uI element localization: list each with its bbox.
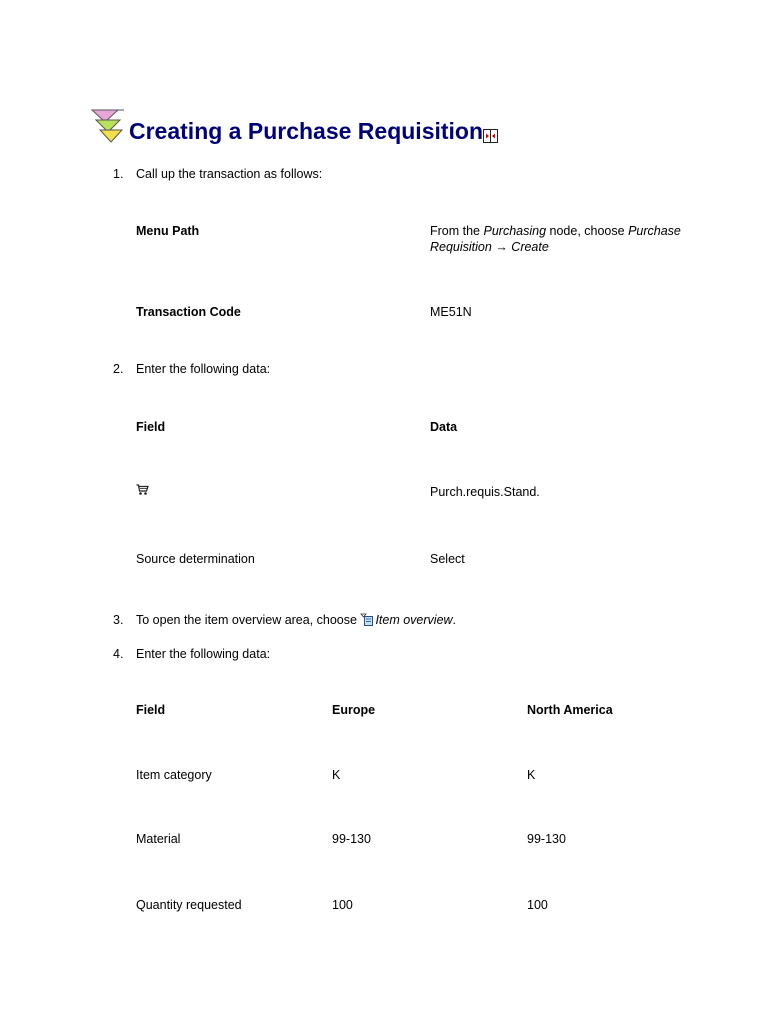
table-cell-north-america: 100 [527, 898, 548, 912]
step-number: 3. [113, 613, 124, 627]
step-text: To open the item overview area, choose Item overview. [136, 613, 457, 627]
source-determination-label: Source determination [136, 552, 255, 566]
step-number: 4. [113, 647, 124, 661]
table-cell-europe: 99-130 [332, 832, 371, 846]
table-cell-north-america: 99-130 [527, 832, 566, 846]
step-text: Enter the following data: [136, 362, 271, 376]
table-header-field: Field [136, 703, 166, 717]
step-text: Enter the following data: [136, 647, 271, 661]
item-overview-link[interactable]: Item overview [375, 613, 453, 627]
shopping-cart-icon [136, 484, 149, 496]
table-cell-europe: K [332, 768, 341, 782]
table-header-north-america: North America [527, 703, 613, 717]
doc-type-value: Purch.requis.Stand. [430, 485, 540, 499]
item-overview-icon[interactable] [360, 613, 375, 627]
expand-icon[interactable] [483, 129, 498, 143]
menu-path-label: Menu Path [136, 224, 200, 238]
source-determination-value: Select [430, 552, 465, 566]
table-header-field: Field [136, 420, 166, 434]
table-cell-field: Item category [136, 768, 212, 782]
step-number: 2. [113, 362, 124, 376]
menu-path-value: From the Purchasing node, choose Purchase Requisition → Create [430, 224, 681, 254]
table-cell-field: Quantity requested [136, 898, 242, 912]
table-cell-north-america: K [527, 768, 536, 782]
transaction-code-label: Transaction Code [136, 305, 241, 319]
page-title: Creating a Purchase Requisition [129, 118, 484, 144]
transaction-code-value: ME51N [430, 305, 472, 319]
table-cell-field: Material [136, 832, 181, 846]
table-cell-europe: 100 [332, 898, 353, 912]
numbered-steps-icon [90, 108, 126, 146]
step-text: Call up the transaction as follows: [136, 167, 323, 181]
table-header-data: Data [430, 420, 458, 434]
table-header-europe: Europe [332, 703, 376, 717]
step-number: 1. [113, 167, 124, 181]
